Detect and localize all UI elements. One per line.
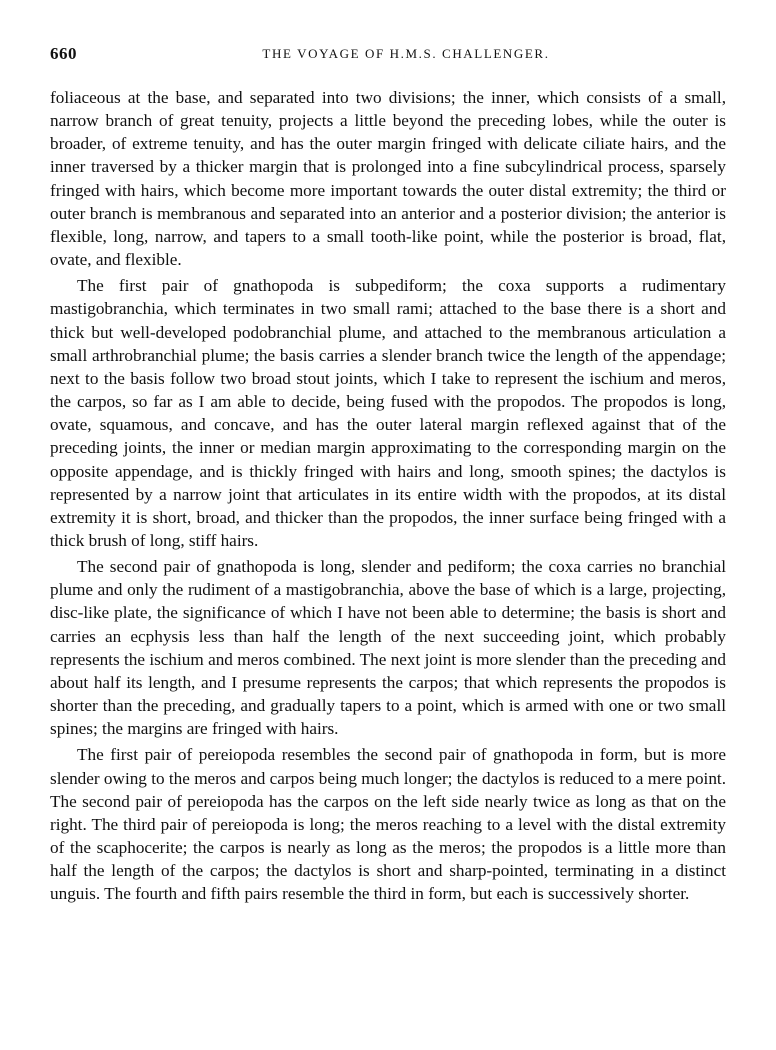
page-header	[50, 44, 726, 70]
body-text	[50, 86, 726, 908]
running-title: THE VOYAGE OF H.M.S. CHALLENGER.	[262, 46, 550, 61]
paragraph-second-gnathopoda: The second pair of gnathopoda is long, slender and pediform; the coxa carries no branchial plume and only the rudiment of a mastigobranchia, above the base of which is a large, projecting, disc-like plate, the significance of which I have not been able to determine; the basis is short and carries an ecphysis less than half the length of the next succeeding joint, which probably represents the ischium and meros combined. The next joint is more slender than the preceding and about half its length, and I presume represents the carpos; that which represents the propodos is shorter than the preceding, and gradually tapers to a point, which is armed with one or two small spines; the margins are fringed with hairs.	[50, 557, 726, 739]
page-number: 660	[50, 44, 77, 63]
paragraph-continuation: foliaceous at the base, and separated into two divisions; the inner, which consists of a small, narrow branch of great tenuity, projects a little beyond the preceding lobes, while the outer is broader, of extreme tenuity, and has the outer margin fringed with delicate ciliate hairs, and the inner traversed by a thicker margin that is prolonged into a fine subcylindrical process, sparsely fringed with hairs, which become more important towards the outer distal extremity; the third or outer branch is membranous and separated into an anterior and a posterior division; the anterior is flexible, long, narrow, and tapers to a small tooth-like point, while the posterior is broad, flat, ovate, and flexible.	[50, 88, 726, 270]
paragraph-pereiopoda: The first pair of pereiopoda resembles the second pair of gnathopoda in form, but is more slender owing to the meros and carpos being much longer; the dactylos is reduced to a mere point. The second pair of pereiopoda has the carpos on the left side nearly twice as long as that on the right. The third pair of pereiopoda is long; the meros reaching to a level with the distal extremity of the scaphocerite; the carpos is nearly as long as the meros; the propodos is a little more than half the length of the carpos; the dactylos is short and sharp-pointed, terminating in a distinct unguis. The fourth and fifth pairs resemble the third in form, but each is successively shorter.	[50, 745, 726, 904]
paragraph-first-gnathopoda: The first pair of gnathopoda is subpediform; the coxa supports a rudimentary mastigobranchia, which terminates in two small rami; attached to the base there is a short and thick but well-developed podobranchial plume, and attached to the membranous articulation a small arthrobranchial plume; the basis carries a slender branch twice the length of the appendage; next to the basis follow two broad stout joints, which I take to represent the ischium and meros, the carpos, so far as I am able to decide, being fused with the propodos. The propodos is long, ovate, squamous, and concave, and has the outer lateral margin reflexed against that of the preceding joints, the inner or median margin approximating to the corresponding margin on the opposite appendage, and is thickly fringed with hairs and long, smooth spines; the dactylos is represented by a narrow joint that articulates in its entire width with the propodos, at its distal extremity it is short, broad, and thicker than the propodos, the inner surface being fringed with a thick brush of long, stiff hairs.	[50, 276, 726, 550]
